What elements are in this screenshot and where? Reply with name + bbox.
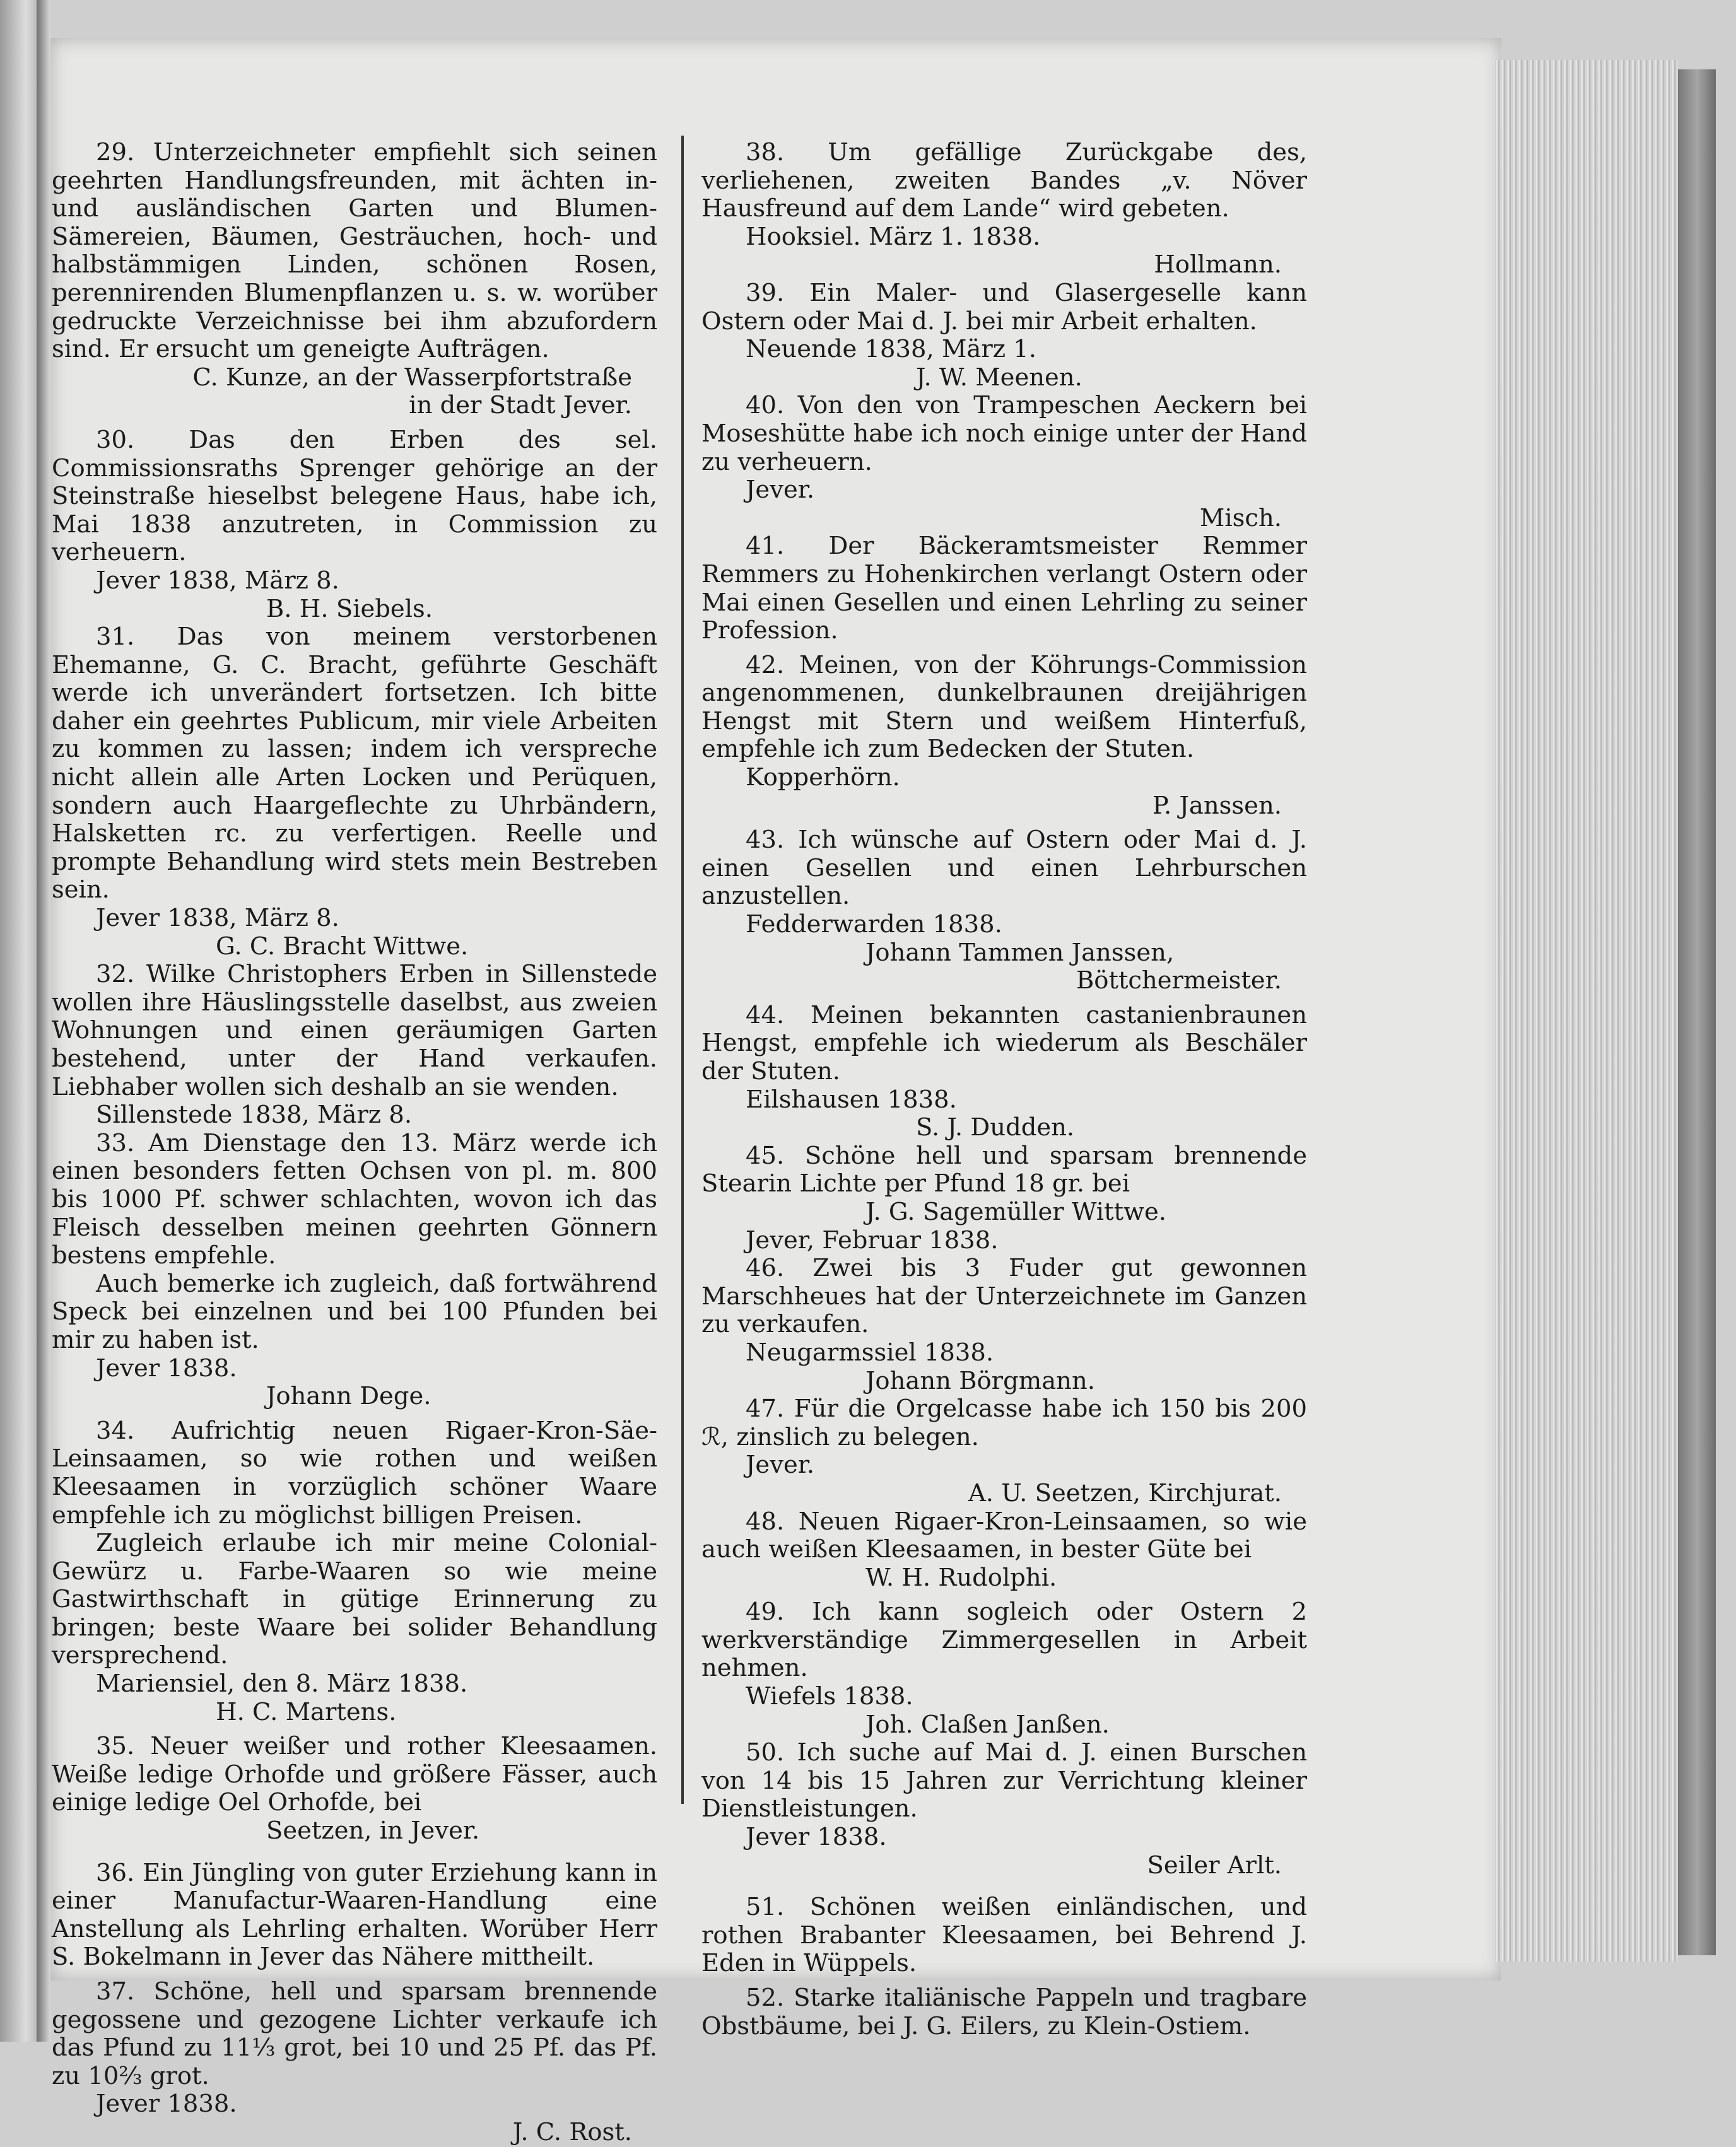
ad-35 <box>52 1733 657 1845</box>
book-cover <box>1678 69 1716 1955</box>
ad-place-date: Neuende 1838, März 1. <box>746 335 1037 364</box>
ad-31 <box>52 623 657 961</box>
ad-text: 40. Von den von Trampeschen Aeckern bei Moseshütte habe ich noch einige unter der Hand zu verheuern. <box>701 391 1307 476</box>
ad-place-date: Jever. <box>746 476 815 505</box>
ad-place-date: Neugarmssiel 1838. <box>746 1338 994 1367</box>
ad-30 <box>52 426 657 623</box>
ad-place-date: Hooksiel. März 1. 1838. <box>746 222 1041 251</box>
ad-32 <box>52 961 657 1130</box>
ad-signature: P. Janssen. <box>1152 791 1282 820</box>
ad-text: 32. Wilke Christophers Erben in Sillenstede wollen ihre Häuslingsstelle daselbst, aus zweien Wohnungen und einen geräumigen Garten bestehend, unter der Hand verkaufen. Liebhaber wollen sich deshalb an sie wenden. <box>52 960 657 1101</box>
ad-signature: Seiler Arlt. <box>1147 1851 1282 1880</box>
page-edges <box>1495 60 1678 1962</box>
ad-signature: Johann Tammen Janssen, <box>865 938 1175 967</box>
ad-text: 33. Am Dienstage den 13. März werde ich einen besonders fetten Ochsen von pl. m. 800 bis 1000 Pf. schwer schlachten, wovon ich das Fleisch desselben meinen geehrten Gönnern bestens empfehle. <box>52 1128 657 1270</box>
ad-41 <box>701 532 1307 645</box>
ad-text: 38. Um gefällige Zurückgabe des, verliehenen, zweiten Bandes „v. Növer Hausfreund auf dem Lande“ wird gebeten. <box>701 138 1307 223</box>
ad-46 <box>701 1255 1307 1395</box>
ad-signature: S. J. Dudden. <box>916 1113 1075 1142</box>
ad-38 <box>701 139 1307 279</box>
ad-signature: J. W. Meenen. <box>916 363 1082 392</box>
ad-text: 44. Meinen bekannten castanienbraunen Hengst, empfehle ich wiederum als Beschäler der Stuten. <box>701 1000 1307 1085</box>
ad-place-date: Jever 1838. <box>96 2090 237 2119</box>
column-rule <box>681 136 684 1804</box>
ad-place-date: Jever 1838, März 8. <box>96 566 339 595</box>
ad-text: 37. Schöne, hell und sparsam brennende gegossene und gezogene Lichter verkaufe ich das Pfund zu 11⅓ grot, bei 10 und 25 Pf. das Pf. zu 10⅔ grot. <box>52 1977 657 2090</box>
ad-text: 43. Ich wünsche auf Ostern oder Mai d. J. einen Gesellen und einen Lehrburschen anzustellen. <box>701 826 1307 911</box>
ad-text: 42. Meinen, von der Köhrungs-Commission angenommenen, dunkelbraunen dreijährigen Hengst mit Stern und weißem Hinterfuß, empfehle ich zum Bedecken der Stuten. <box>701 650 1307 764</box>
ad-text: 39. Ein Maler- und Glasergeselle kann Ostern oder Mai d. J. bei mir Arbeit erhalten. <box>701 278 1307 336</box>
ad-text: 35. Neuer weißer und rother Kleesaamen. Weiße ledige Orhofde und größere Fässer, auch einige ledige Oel Orhofde, bei <box>52 1732 657 1817</box>
ad-signature: J. G. Sagemüller Wittwe. <box>865 1197 1167 1226</box>
ad-text: 47. Für die Orgelcasse habe ich 150 bis 200 ℛ, zinslich zu belegen. <box>701 1395 1307 1451</box>
ad-signature: Johann Dege. <box>266 1382 431 1411</box>
ad-text: 36. Ein Jüngling von guter Erziehung kann in einer Manufactur-Waaren-Handlung eine Anstellung als Lehrling erhalten. Worüber Herr S. Bokelmann in Jever das Nähere mittheilt. <box>52 1858 657 1972</box>
ad-place-date: Eilshausen 1838. <box>746 1085 957 1114</box>
ad-text: 48. Neuen Rigaer-Kron-Leinsaamen, so wie auch weißen Kleesaamen, in bester Güte bei <box>701 1507 1307 1564</box>
ad-signature: A. U. Seetzen, Kirchjurat. <box>968 1478 1282 1507</box>
ad-place-date: Jever. <box>746 1451 815 1480</box>
ad-place-date: Jever 1838. <box>746 1823 887 1852</box>
ad-text-continued: Auch bemerke ich zugleich, daß fortwährend Speck bei einzelnen und bei 100 Pfunden bei mir zu haben ist. <box>52 1269 657 1354</box>
left-page-edge <box>0 0 37 2042</box>
ad-place-date: Mariensiel, den 8. März 1838. <box>96 1670 468 1699</box>
ad-signature: B. H. Siebels. <box>266 594 433 623</box>
ad-place-date: Wiefels 1838. <box>746 1682 913 1711</box>
ad-42 <box>701 652 1307 821</box>
ad-place-date: Jever, Februar 1838. <box>746 1226 999 1255</box>
ad-text: 31. Das von meinem verstorbenen Ehemanne, G. C. Bracht, geführte Geschäft werde ich unverändert fortsetzen. Ich bitte daher ein geehrtes Publicum, mir viele Arbeiten zu kommen zu lassen; indem ich verspreche nicht allein alle Arten Locken und Perüquen, sondern auch Haargeflechte zu Uhrbändern, Halsketten rc. zu verfertigen. Reelle und prompte Behandlung wird stets mein Bestreben sein. <box>52 623 657 904</box>
ad-signature: C. Kunze, an der Wasserpfortstraße <box>192 363 632 392</box>
ad-place-date: Jever 1838, März 8. <box>96 904 339 933</box>
ad-text: 46. Zwei bis 3 Fuder gut gewonnen Marschheues hat der Unterzeichnete im Ganzen zu verkaufen. <box>701 1254 1307 1339</box>
ad-text: 34. Aufrichtig neuen Rigaer-Kron-Säe-Leinsaamen, so wie rothen und weißen Kleesaamen in vorzüglich schöner Waare empfehle ich zu möglichst billigen Preisen. <box>52 1416 657 1530</box>
ad-signature-line2: in der Stadt Jever. <box>409 391 632 420</box>
ad-signature: Misch. <box>1199 503 1282 532</box>
ad-45 <box>701 1142 1307 1255</box>
ad-text: 50. Ich suche auf Mai d. J. einen Burschen von 14 bis 15 Jahren zur Verrichtung kleiner Dienstleistungen. <box>701 1738 1307 1823</box>
ad-36 <box>52 1859 657 1972</box>
ad-39 <box>701 279 1307 392</box>
ad-44 <box>701 1002 1307 1142</box>
ad-29 <box>52 139 657 420</box>
ad-37 <box>52 1978 657 2147</box>
ad-48 <box>701 1508 1307 1593</box>
ad-50 <box>701 1739 1307 1880</box>
ad-text: 29. Unterzeichneter empfiehlt sich seinen geehrten Handlungsfreunden, mit ächten in- und ausländischen Garten und Blumen-Sämereien, Bäumen, Gesträuchen, hoch- und halbstämmigen Linden, schönen Rosen, perennirenden Blumenpflanzen u. s. w. worüber gedruckte Verzeichnisse bei ihm abzufordern sind. Er ersucht um geneigte Aufträgen. <box>52 138 657 364</box>
ad-signature: Hollmann. <box>1154 250 1282 279</box>
ad-52 <box>701 1984 1307 2040</box>
ad-signature: H. C. Martens. <box>216 1697 397 1726</box>
ad-40 <box>701 392 1307 532</box>
book-gutter <box>37 0 50 2042</box>
ad-33 <box>52 1130 657 1411</box>
ad-text: 49. Ich kann sogleich oder Ostern 2 werkverständige Zimmergesellen in Arbeit nehmen. <box>701 1598 1307 1683</box>
left-column <box>52 139 657 2147</box>
ad-text-continued: Zugleich erlaube ich mir meine Colonial-Gewürz u. Farbe-Waaren so wie meine Gastwirthschaft in gütige Erinnerung zu bringen; beste Waare bei solider Behandlung versprechend. <box>52 1529 657 1670</box>
ad-signature: Joh. Claßen Janßen. <box>865 1710 1110 1739</box>
ad-text: 51. Schönen weißen einländischen, und rothen Brabanter Kleesaamen, bei Behrend J. Eden in Wüppels. <box>701 1893 1307 1978</box>
ad-text: 30. Das den Erben des sel. Commissionsraths Sprenger gehörige an der Steinstraße hieselbst belegene Haus, habe ich, Mai 1838 anzutreten, in Commission zu verheuern. <box>52 425 657 567</box>
ad-signature: W. H. Rudolphi. <box>865 1563 1057 1592</box>
ad-49 <box>701 1598 1307 1739</box>
ad-47 <box>701 1395 1307 1507</box>
right-column <box>701 139 1307 2040</box>
ad-place-date: Fedderwarden 1838. <box>746 910 1002 939</box>
ad-signature: Johann Börgmann. <box>865 1366 1096 1395</box>
ad-signature: G. C. Bracht Wittwe. <box>216 932 469 961</box>
ad-place-date: Sillenstede 1838, März 8. <box>96 1101 413 1130</box>
ad-signature: J. C. Rost. <box>512 2117 632 2146</box>
ad-place-date: Jever 1838. <box>96 1354 237 1383</box>
ad-text: 41. Der Bäckeramtsmeister Remmer Remmers zu Hohenkirchen verlangt Ostern oder Mai einen Gesellen und einen Lehrling zu seiner Profession. <box>701 532 1307 645</box>
ad-signature: Seetzen, in Jever. <box>266 1816 480 1846</box>
ad-signature-line2: Böttchermeister. <box>1076 966 1282 995</box>
ad-34 <box>52 1417 657 1727</box>
ad-place-date: Kopperhörn. <box>746 763 900 792</box>
ad-text: 45. Schöne hell und sparsam brennende Stearin Lichte per Pfund 18 gr. bei <box>701 1141 1307 1198</box>
ad-text: 52. Starke italiänische Pappeln und tragbare Obstbäume, bei J. G. Eilers, zu Klein-Ostiem. <box>701 1984 1308 2040</box>
ad-51 <box>701 1893 1307 1978</box>
ad-43 <box>701 826 1307 995</box>
